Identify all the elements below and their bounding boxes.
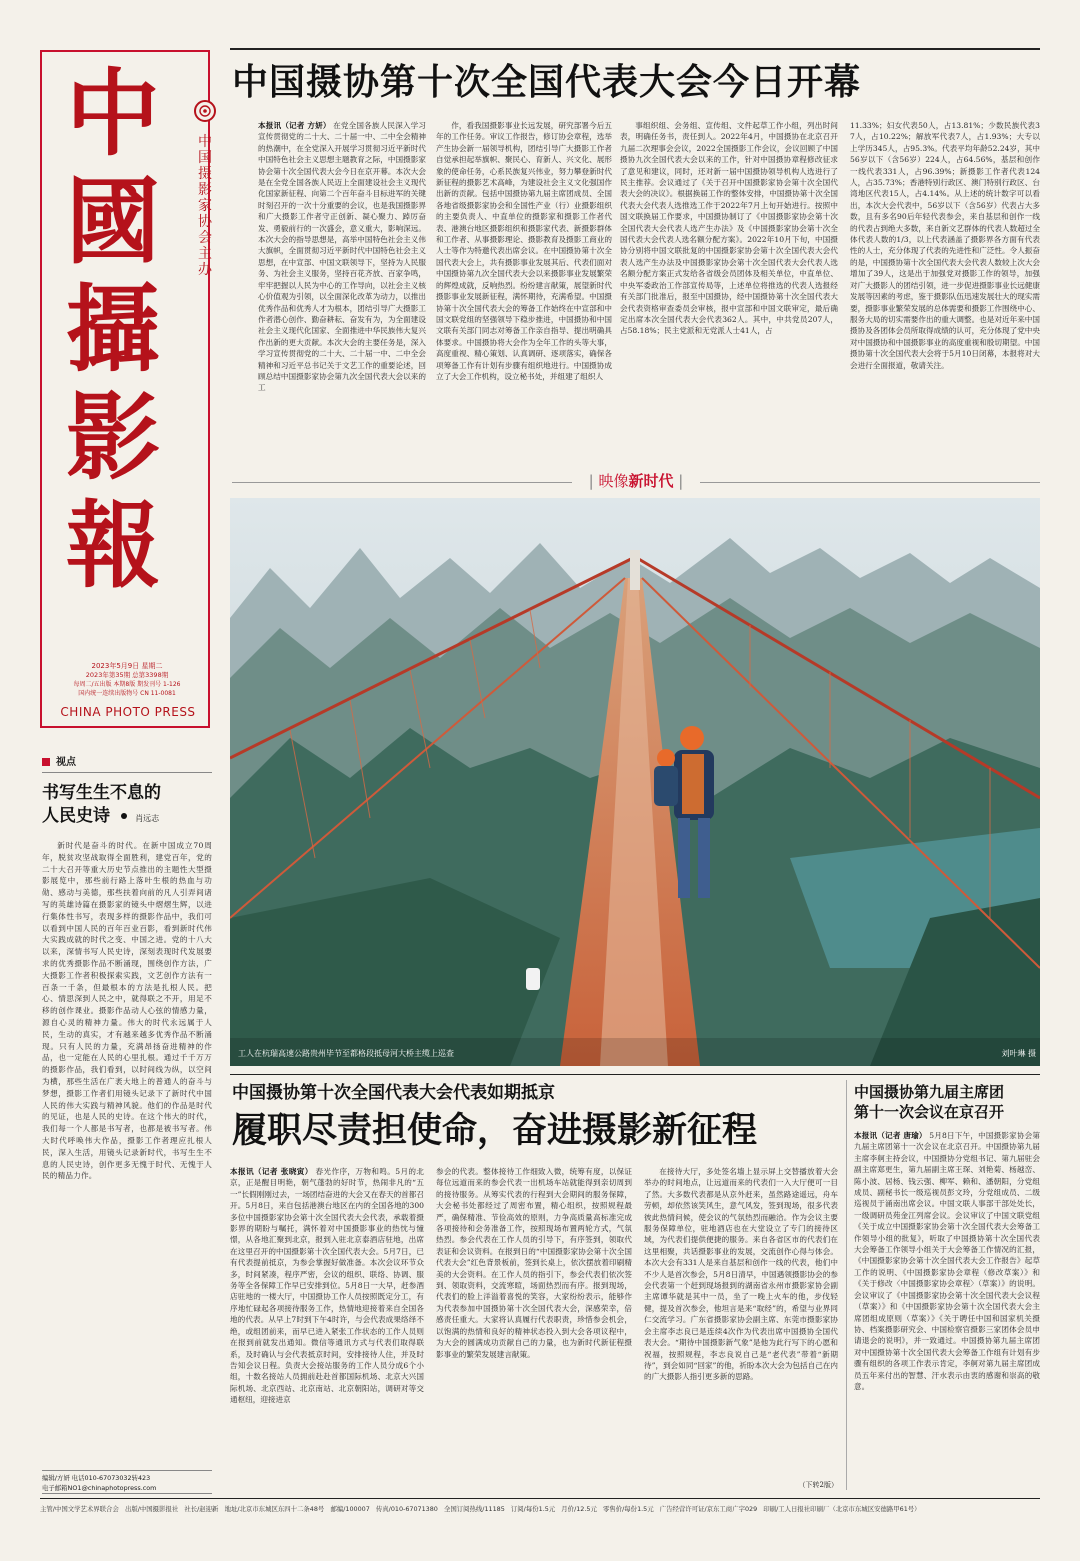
footer-rule — [40, 1498, 1040, 1499]
footer-item: 出版/中国摄影报社 — [124, 1505, 179, 1513]
lead-byline: 本报讯（记者 方妍） — [258, 121, 331, 130]
footer-item: 传真/010-67071380 — [375, 1505, 438, 1513]
sidebar-label — [42, 756, 162, 770]
issue-number: 2023年第35期 总第3398期 — [85, 671, 169, 679]
lead-column-2: 作，看我国摄影事业长远发展，研究部署今后五年的工作任务。审议工作报告，修订协会章程，选举产生协会新一届领导机构，团结引导广大摄影工作者自觉承担起举旗帜、聚民心、育新人、兴文化、展形象的使命任务，心系民族复兴伟业，努力攀登新时代新征程的摄影艺术高峰，为建设社会主义文化强国作出新的贡献。包括中国摄协第九届主席团成员、全国各地省级摄影家协会和全国性产业（行）业摄影组织的主要负责人、中直单位的摄影家和摄影工作者代表、港澳台地区摄影组织和摄影家代表、新摄影群体和工作者、从事摄影理论、摄影教育及摄影工商业的人士等作为特邀代表出席会议。在中国摄协第十次全国代表大会上，共有摄影事业发展其后、代表们面对中国摄协第九次全国代表大会以来摄影事业发展繁荣的辉煌成就，反响热烈。纷纷建言献策，展望新时代摄影事业发展新征程，满怀期待，充满希望。中国摄协第十次全国代表大会的筹备工作始终在中宣部和中国文联党组的坚强领导下稳步推进，中国摄协和中国文联有关部门同志对筹备工作亲自指导、提出明确具体要求。中国摄协将大会作为全年工作的头等大事，高度重视、精心策划、认真调研、逐项落实，确保各项筹备工作有计划有步骤有组织地进行。中国摄协成立了大会工作机构，设立秘书处，并组建了组织人 — [436, 121, 612, 381]
masthead-glyph: 影 — [65, 383, 160, 493]
lead-column-3: 事组织组、会务组、宣传组、文件起草工作小组，列出时间表，明确任务书，责任到人。2022年4月，中国摄协在北京召开九届二次理事会会议，2022全国摄影工作会议，会议回顾了中国摄协九次全国代表大会以来的工作，针对中国摄协章程修改征求了意见和建议，同时，还对新一届中国摄协领导机构人选进行了民主推荐。会议通过了《关于召开中国摄影家协会第十次全国代表大会的决议》。根据换届工作的整体安排，中国摄协第十次全国代表大会代表人选推选工作于2022年7月上旬开始进行。按照中国文联换届工作要求，中国摄协制订了《中国摄影家协会第十次全国代表大会代表人选产生办法》及《中国摄影家协会第十次全国代表大会代表人选名额分配方案》。2022年10月下旬，中国摄协分别将中国文联批复的中国摄影家协会第十次全国代表大会代表人选产生办法及中国摄影家协会第十次全国代表大会代表人选名额分配方案正式发给各省级会员团体及相关单位，中直单位、中央军委政治工作部宣传局等，上述单位将推选的代表人选报经有关部门批准后，报至中国摄协，经中国摄协第十次全国代表大会代表资格审查委员会审核，报中宣部和中国文联审定，最后确定出席本次全国代表大会代表362人。其中，中共党员207人，占58.18%；民主党派和无党派人士41人，占 — [620, 121, 838, 336]
lower-rule — [230, 1074, 1040, 1075]
footer-item: 广告经营许可证/京东工商广字029 — [659, 1505, 758, 1513]
photo-section-label: | 映像新时代 | — [588, 472, 684, 490]
sidebar-rule — [42, 772, 212, 773]
author-bullet-icon — [121, 813, 127, 819]
footer-item: 地址/北京市东城区东四十二条48号 — [224, 1505, 325, 1513]
footer-item: 全国订阅热线/11185 — [443, 1505, 505, 1513]
masthead-seal-icon — [194, 100, 216, 122]
editor-email: 电子邮箱NO1@chinaphotopress.com — [42, 1484, 157, 1492]
sidebar-headline-row-2 — [42, 805, 212, 827]
sidebar-editor-box — [42, 1470, 212, 1494]
lower-headline: 履职尽责担使命，奋进摄影新征程 — [232, 1111, 758, 1151]
lower-right-text: 5月8日下午，中国摄影家协会第九届主席团第十一次会议在北京召开。中国摄协第九届主席李舸主持会议，中国摄协分党组书记、第九届驻会副主席郑更生，第九届副主席王琛、刘艳菊、杨越峦、陈小波、居杨、钱云强、柳军、赖和、潘朝阳，分党组成员、副秘书长一级巡视员彭文玲，分党组成员、二级巡视员于涌南出席会议。中国文联人事部干部处处长，一级调研员苑金江列席会议。会议审议了中国文联党组《关于成立中国摄影家协会第十次全国代表大会筹备工作领导小组的批复》，听取了中国摄协第十次全国代表大会筹备工作领导小组关于大会筹备工作情况的汇报，《中国摄影家协会第十次全国代表大会工作报告》起草工作的说明、《中国摄影家协会章程（修改草案）》和《关于修改〈中国摄影家协会章程〉（草案）》的说明。会议审议了《中国摄影家协会第十次全国代表大会议程（草案）》和《中国摄影家协会第十次全国代表大会主席团组成原则（草案）》《关于聘任中国和国家机关摄协、档案摄影研究会、中国检察官摄影三家团体会员申请退会的说明》，并一致通过。中国摄协第九届主席团对中国摄协第十次全国代表大会筹备工作组有计划有步骤有组织的各项工作表示肯定，李舸对第九届主席团成员五年来付出的智慧、汗水表示由衷的感谢和崇高的敬意。 — [854, 1131, 1040, 1391]
lower-column-2: 参会的代表。整体接待工作细致入微，统筹有度，以保证每位远道而来的参会代表一出机场车站就能得到亲切周到的接待服务。从筹实代表的行程到大会期间的服务保障，大会秘书处都经过了周密布置，精心组织，按照规程最严，确保精准、节俭高效的原则，力争高质量高标准完成各项接待和会务准备工作，按照现场布置两轮方式，气氛热烈。参会代表在工作人员的引导下，有序签到，领取代表证和会议资料。在报到日的“中国摄影家协会第十次全国代表大会”红色背景板前，签到长桌上，依次摆放着印刷精美的大会资料。在工作人员的指引下，参会代表们依次签到、领取资料，交流寒暄，场面热烈而有序。报到现场，代表们的脸上洋溢着喜悦的笑容，大家纷纷表示，能够作为代表参加中国摄协第十次全国代表大会，深感荣幸，倍感责任重大。大家将认真履行代表职责，珍惜参会机会，以饱满的热情和良好的精神状态投入到大会各项议程中，为大会的圆满成功贡献自己的力量，也为新时代新征程摄影事业的繁荣发展建言献策。 — [436, 1167, 632, 1359]
lower-kicker: 中国摄协第十次全国代表大会代表如期抵京 — [232, 1083, 555, 1103]
lower-byline: 本报讯（记者 张晓寅） — [230, 1167, 313, 1176]
lower-right-divider — [846, 1080, 847, 1490]
lower-text: 春光作序，万物和鸣。5月的北京，正是醒目明艳，朝气蓬勃的好时节，热闹非凡的“五一”长假刚刚过去，一场团结奋进的大会又在春天的首都召开。5月8日，来自包括港澳台地区在内的全国各地的300多位中国摄影家协会第十次全国代表大会代表，承载着摄影界的期盼与嘱托，满怀着对中国摄影事业的热忱与憧憬，从各地汇聚到北京，报到入驻北京泰酒店驻地，出席在这里召开的中国摄影第十次全国代表大会。5月7日，已有代表提前抵京，为参会掌握好做准备。本次会议环节众多，时间紧凑，程序严密，会议的组织、联络、协调、服务等全各保障工作早已安排到位。5月8日一大早，赶参酒店驻地的一楼大厅，中国摄协工作人员按照既定分工，有序地忙碌起各项接待服务工作，热情地迎接着来自全国各地的代表。从早上7时到下午4时许，与会代表成果络绎不绝，或组团前来，而早已进入紧张工作状态的工作人员则在报到前就发出通知。微信等通讯方式与代表们取得联系，及时确认与会代表抵京时间，安排接待人住，并及时告知会议日程。负责大会接站服务的工作人员分成6个小组，十数名接站人员拥前赴赴首都国际机场、北京大兴国际机场、北京西站、北京南站、北京朝阳站，调研对等交通枢纽，迎接进京 — [230, 1167, 424, 1405]
lead-column-4: 11.33%；妇女代表50人，占13.81%；少数民族代表37人，占10.22%；解放军代表7人，占1.93%；大专以上学历345人，占95.3%。代表平均年龄52.24岁，其中56岁以下（含56岁）224人，占64.56%，基层和创作一线代表331人，占96.39%；新摄影工作者代表124人，占35.73%；香港特别行政区、澳门特别行政区、台湾地区代表15人，占4.14%。从上述的统计数字可以看出，本次大会代表中，56岁以下（含56岁）代表占大多数，且有多名90后年轻代表参会，来自基层和创作一线的代表占到绝大多数，来自新文艺群体的代表人数超过全体代表人数的1/3，以上代表涵盖了摄影界各方面有代表性的人士，充分体现了代表的先进性和广泛性。令人振奋的是，中国摄协第十次全国代表大会代表人数较上次大会增加了39人，这是出于加强党对摄影工作的领导，加强对广大摄影人的团结引领，进一步促进摄影事业长远健康发展等因素的考虑，鉴于摄影队伍迅速发展壮大的现实需要，摄影事业繁荣发展的总体需要和摄影工作围绕中心、服务大局的切实需要作出的重大调整。也是对近年来中国摄协及各团体会员所取得成绩的认可，充分体现了党中央对中国摄协和中国摄影事业的高度重视和殷切期望。中国摄协第十次全国代表大会将于5月10日闭幕，本报将对大会进行全面报道，敬请关注。 — [850, 121, 1040, 370]
photo-credit: 刘叶琳 摄 — [1001, 1049, 1036, 1058]
top-rule — [230, 48, 1040, 50]
footer-item: 主管/中国文学艺术界联合会 — [40, 1505, 119, 1513]
footer-bar — [40, 1502, 1040, 1516]
lower-right-headline-2: 第十一次会议在京召开 — [854, 1103, 1005, 1121]
lead-column-1 — [258, 120, 426, 460]
publish-schedule: 每周二/五出版 本期8版 期发刊号 1-126 — [73, 681, 181, 688]
sidebar-author: 肖远志 — [135, 814, 160, 823]
masthead-glyph: 攝 — [65, 275, 160, 385]
masthead-glyph: 國 — [65, 167, 160, 277]
lead-text: 在党全国各族人民深入学习宣传贯彻党的二十大、二十届一中、二中全会精神的热潮中，在全党深入开展学习贯彻习近平新时代中国特色社会主义思想主题教育之际，中国摄影家协会第十次全国代表大会今日在京开幕。本次大会是在全党全国各族人民迈上全面建设社会主义现代化国家新征程、向第二个百年奋斗目标进军的关键时刻召开的一次十分重要的会议，也是我国摄影界和广大摄影工作者守正创新、凝心聚力、踔厉奋发、勇毅前行的一次盛会，意义重大，影响深远。本次大会的指导思想是，高举中国特色社会主义伟大旗帜，全面贯彻习近平新时代中国特色社会主义思想，在中宣部、中国文联领导下，坚持为人民服务、为社会主义服务，坚持百花齐放、百家争鸣，牢牢把握以人民为中心的工作导向，以社会主义核心价值观为引领，以全面深化改革为动力，以推出优秀作品和优秀人才为根本，团结引导广大摄影工作者潜心创作、勤奋耕耘、奋发有为，为全面建设社会主义现代化国家、全面推进中华民族伟大复兴作出新的更大贡献。本次大会的主要任务是，深入学习宣传贯彻党的二十大、二十届一中、二中全会精神和习近平总书记关于文艺工作的重要论述，回顾总结中国摄影家协会第九次全国代表大会以来的工 — [258, 121, 426, 393]
lower-right-byline: 本报讯（记者 唐瑜） — [854, 1131, 927, 1140]
masthead-english: CHINA PHOTO PRESS — [60, 705, 196, 719]
photo-caption: 工人在杭瑞高速公路贵州毕节至都格段抵母河大桥主缆上巡查 — [238, 1049, 454, 1058]
lower-column-1 — [230, 1166, 424, 1490]
footer-item: 邮编/100007 — [330, 1505, 370, 1513]
lower-column-3: 在接待大厅，多处签名墙上显示屏上交替播放着大会举办的时间地点，让远道而来的代表们一入大厅便可一目了然。大多数代表都是从京外赶来，虽然路途遥远，舟车劳顿，却依然该笑风生，意气风发，签到现场，很多代表彼此热情问候，使会议的气氛热烈而融洽。作为会议主要服务保障单位，驻地酒店也在大堂设立了专门的接待区域，为代表们提供便捷的服务。来自各省区市的代表们在这里相聚，共话摄影事业的发展，交流创作心得与体会。本次大会有331人是来自基层和创作一线的代表，他们中不少人是首次参会，5月8日清早，中国遇领摄影协会的参会代表第一个赶到现场报到的湖南省永州市摄影家协会副主席谭华就是其中一员，坐了一晚上火车的他，步伐轻健，提及首次参会，他坦言是来“取经”的，希望与业界同仁交流学习。广东省摄影家协会副主席、东莞市摄影家协会主席李志良已是连续4次作为代表出席中国摄协全国代表大会。“期待中国摄影新气象”是他为此行写下的心愿和祝福，按照规程，李志良说自己是“老代表”带着“新期待”，到会如同“回家”的他，祈盼本次大会为包括自己在内的广大摄影人指引更多新的思路。 — [644, 1167, 838, 1382]
section-marker-icon — [42, 758, 50, 766]
masthead-title — [58, 60, 168, 620]
photo-label-plain: 映像 — [598, 472, 629, 490]
sidebar-headline-1: 书写生生不息的 — [42, 783, 161, 803]
lead-headline: 中国摄协第十次全国代表大会今日开幕 — [232, 62, 862, 103]
issue-date: 2023年5月9日 星期二 — [91, 662, 163, 670]
footer-item: 社长/赵迎新 — [184, 1505, 219, 1513]
continued-note: （下转2版） — [798, 1481, 838, 1489]
footer-item: 月价/12.5元 — [561, 1505, 597, 1513]
photo-label-rule-right — [700, 482, 1040, 483]
editor-line: 编辑/方妍 电话010-67073032转423 — [42, 1474, 151, 1482]
sponsor-vertical: 中国摄影家协会主办 — [198, 134, 212, 278]
cn-number: 国内统一连续出版物号 CN 11-0081 — [78, 690, 176, 697]
sidebar-headline-2: 人民史诗 — [42, 806, 110, 826]
masthead-meta — [52, 662, 202, 698]
photo-label-rule-left — [232, 482, 572, 483]
footer-item: 印刷/工人日报社印刷厂（北京市东城区安德路甲61号） — [763, 1505, 921, 1513]
bridge-photo — [230, 498, 1040, 1066]
lower-right-body — [854, 1130, 1040, 1490]
footer-item: 订阅/每份1.5元 — [510, 1505, 556, 1513]
sidebar-section-label: 视点 — [56, 757, 76, 768]
photo-label-bold: 新时代 — [628, 472, 674, 490]
footer-item: 零售价/每份1.5元 — [602, 1505, 654, 1513]
masthead-glyph: 中 — [65, 59, 160, 169]
sidebar-body: 新时代是奋斗的时代。在新中国成立70周年，脱贫攻坚战取得全面胜利，建党百年，党的二十大召开等重大历史节点推出的主题性大型摄影展览中，那些前行路上落叶生根的热血与功勋、感动与美德，那些扶着向前的凡人引弄间诸写的英雄诗篇在摄影家的镜头中熠熠生辉，以进行集体性书写，表现多样的摄影作品中，我们可以看到中国人民的百年百业百影，看到新时代伟大实践成就的时代之变、中国之进。党的十八大以来，深情书写人民史诗，深刻表现时代发展要求的优秀摄影作品不断涌现，围绕创作方法，广大摄影工作者积极探索实践，文艺创作方法有一百条一千条，但最根本的方法是扎根人民。把心、情思深到人民之中，就得联之不开，用足不移的创作课业。摄影作品动人心弦的情感力量，源自心灵的精神力量。伟大的时代永远属于人民，生动的真实，才有越来越多优秀作品不断涌现。只有人民的力量，充满昂扬奋进精神的作品，也一定能在人民的心里扎根。通过千千万万的摄影作品，我们看到，以时间线为纵，以空间为横，那些生活在广袤大地上的普通人的奋斗与梦想，摄影工作者们用镜头记录下了新时代中国人民的伟大实践与精神风貌。他们的作品是时代的见证，也是人民的史诗。在这个伟大的时代，我们每一个人都是书写者，也都是被书写者。伟大时代呼唤伟大作品，摄影工作者理应扎根人民，深入生活，用镜头记录新时代，书写生生不息的人民史诗，创作更多无愧于时代、无愧于人民的精品力作。 — [42, 841, 212, 1181]
masthead-glyph: 報 — [65, 491, 160, 601]
lower-right-headline-1: 中国摄协第九届主席团 — [854, 1083, 1005, 1101]
